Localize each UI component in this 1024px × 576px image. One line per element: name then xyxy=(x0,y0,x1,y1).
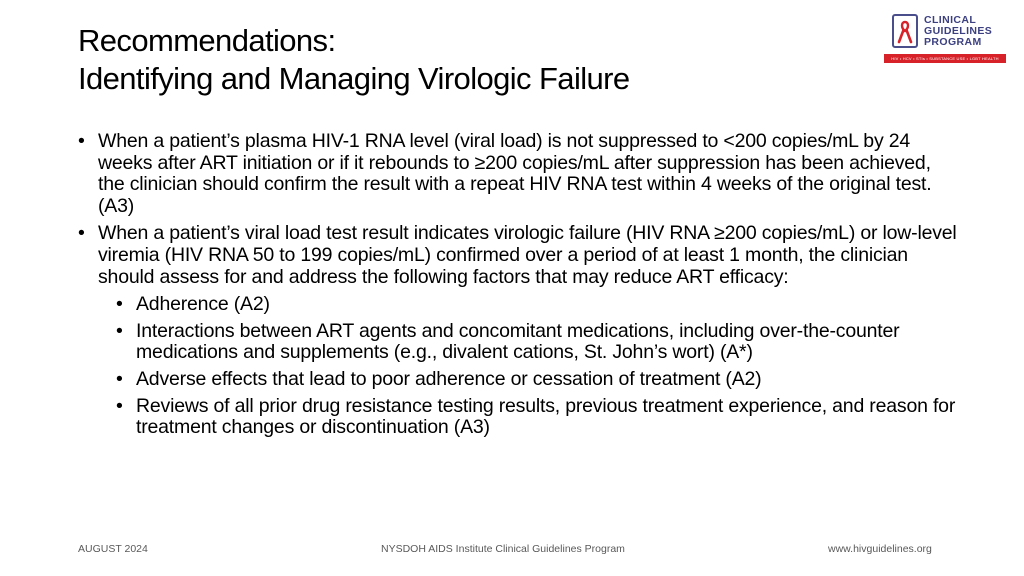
sub-list-item xyxy=(78,321,958,364)
sub-bullet-marker: • xyxy=(116,293,123,316)
page-title xyxy=(78,22,858,98)
sub-list-item xyxy=(78,369,958,391)
sub-bullet-text: Interactions between ART agents and concomitant medications, including over-the-counter medications and supplements (e.g., divalent cations, St. John’s wort) (A*) xyxy=(136,319,900,364)
sub-bullet-text: Adverse effects that lead to poor adherence or cessation of treatment (A2) xyxy=(136,367,762,390)
sub-bullet-text: Adherence (A2) xyxy=(136,293,270,316)
title-line-1: Recommendations: xyxy=(78,23,336,58)
logo-frame xyxy=(892,14,918,48)
list-item xyxy=(78,131,958,217)
sub-list-item xyxy=(78,294,958,316)
bullet-marker: • xyxy=(78,222,85,245)
sub-bullet-marker: • xyxy=(116,367,123,390)
bullet-text: When a patient’s viral load test result indicates virologic failure (HIV RNA ≥200 copies/mL) or low-level viremia (HIV RNA 50 to 199 copies/mL) confirmed over a period of at least 1 month, the clinician should assess for and address the following factors that may reduce ART efficacy: xyxy=(98,222,957,288)
logo-line-guidelines: GUIDELINES xyxy=(924,25,993,37)
sub-list-item xyxy=(78,396,958,439)
sub-bullet-marker: • xyxy=(116,394,123,417)
footer-website-link[interactable]: www.hivguidelines.org xyxy=(828,543,932,555)
sub-bullet-text: Reviews of all prior drug resistance testing results, previous treatment experience, and reason for treatment changes or discontinuation (A3) xyxy=(136,394,956,439)
bullet-marker: • xyxy=(78,130,85,152)
bullet-text: When a patient’s plasma HIV-1 RNA level (viral load) is not suppressed to <200 copies/mL by 24 weeks after ART initiation or if it rebounds to ≥200 copies/mL after suppression has been achieved, the clinician should confirm the result with a repeat HIV RNA test within 4 weeks of the original test. (A3) xyxy=(98,130,932,217)
list-item xyxy=(78,223,958,288)
logo-line-clinical: CLINICAL xyxy=(924,14,977,26)
clinical-guidelines-logo[interactable] xyxy=(884,12,1006,64)
recommendations-list xyxy=(78,131,958,444)
footer-program: NYSDOH AIDS Institute Clinical Guidelines Program xyxy=(381,543,625,555)
sub-bullet-marker: • xyxy=(116,319,123,342)
red-ribbon-icon xyxy=(897,20,913,44)
logo-tagline-bar: HIV • HCV • STIs • SUBSTANCE USE • LGBT HEALTH xyxy=(884,54,1006,63)
footer-date: AUGUST 2024 xyxy=(78,543,148,555)
logo-line-program: PROGRAM xyxy=(924,36,982,48)
title-line-2: Identifying and Managing Virologic Failure xyxy=(78,61,630,96)
logo-wordmark xyxy=(924,15,992,48)
